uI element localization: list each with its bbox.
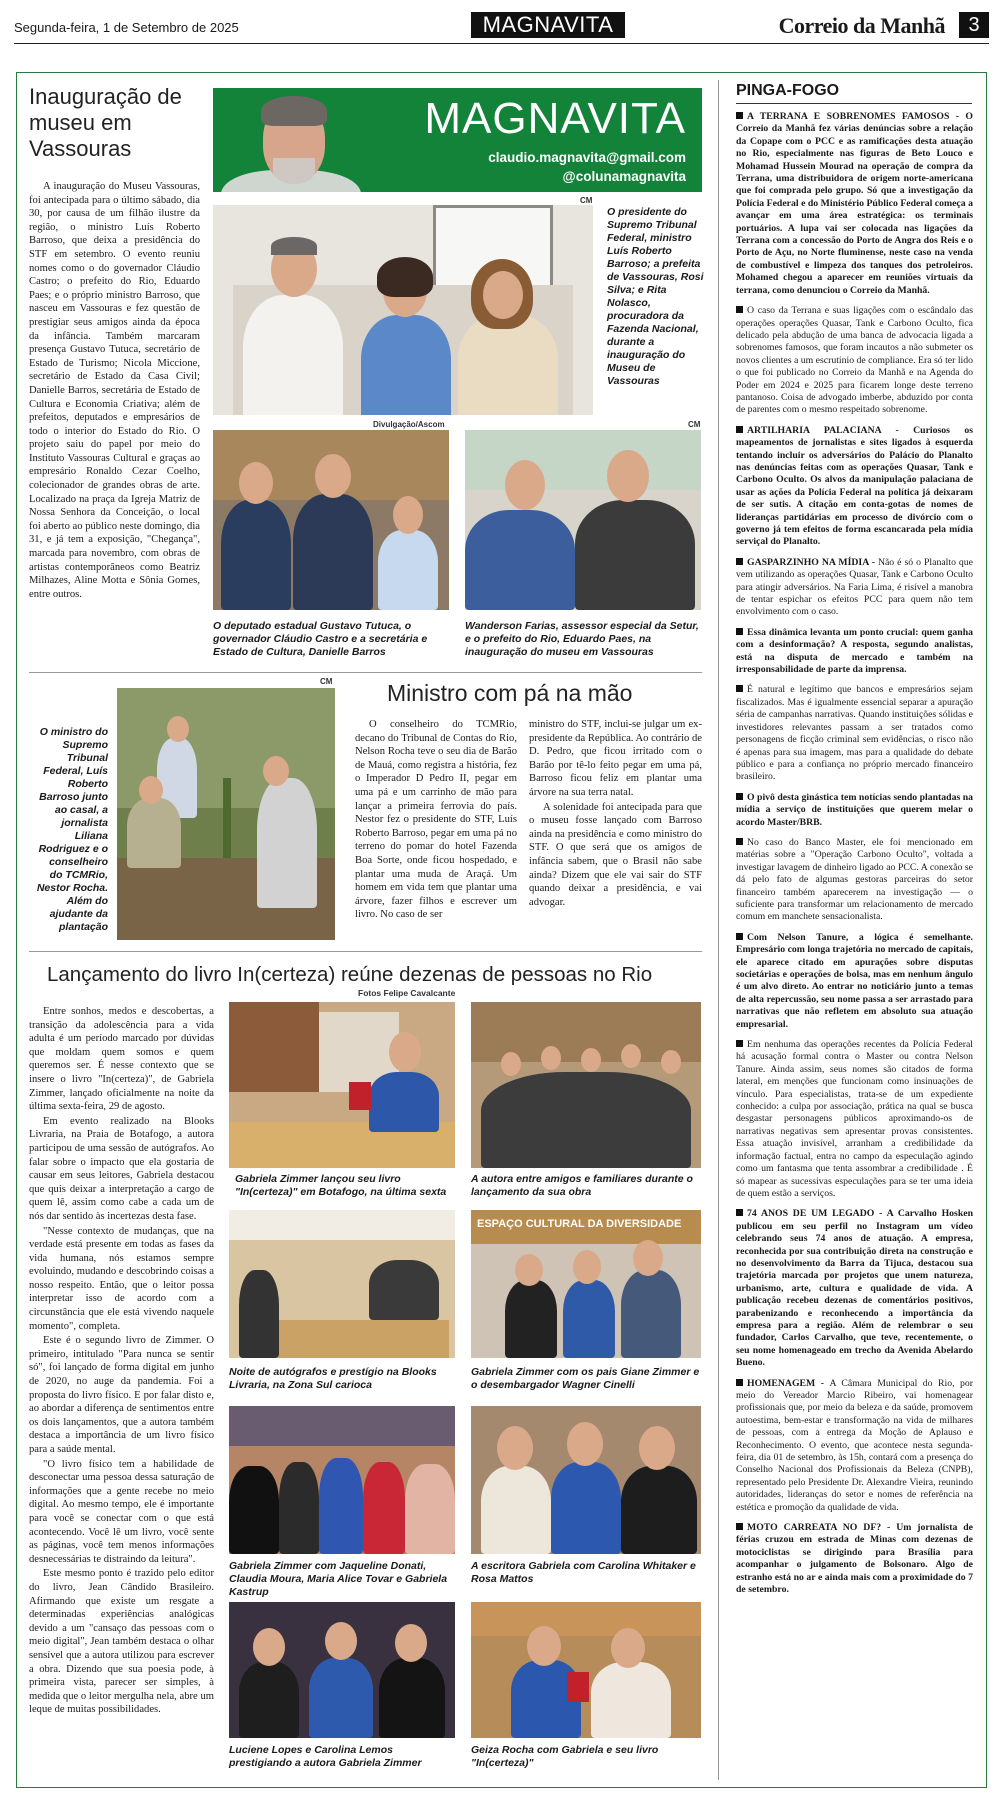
article1-title: Inauguração de museu em Vassouras <box>29 84 182 161</box>
photo-caption: Gabriela Zimmer com os pais Giane Zimmer e o desembargador Wagner Cinelli <box>471 1366 700 1391</box>
pingafogo-text: Com Nelson Tanure, a lógica é semelhante. Empresário com longa trajetória no mercado de capitais, ele aparece citado em apurações sobre disputas societárias e operações de bolsa, mas em nenhum ângulo é um alvo direto. Ao entrar no noticiário junto a temas de alta repercussão, seu nome passa a ser arrastado para narrativas que não refletem em absoluto sua atuação empresarial. <box>736 931 973 1030</box>
pingafogo-item <box>736 305 973 417</box>
pingafogo-text: No caso do Banco Master, ele foi mencionado em matérias sobre a "Operação Carbono Oculto", voltada a investigar lavagem de dinheiro ligado ao PCC. A conexão se dá pelo fato de algumas gestoras parceiras do setor financeiro também aparecerem na investigação — o suficiente para transformar um relacionamento de mercado comum em manchete sensacionalista. <box>736 836 973 923</box>
photo-caption: O ministro do Supremo Tribunal Federal, Luís Roberto Barroso junto ao casal, a jornalista Liliana Rodriguez e o conselheiro do TCMRio, Nestor Rocha. Além do ajudante da plantação <box>36 726 108 933</box>
page-number: 3 <box>959 12 989 38</box>
article2-paragraph: A solenidade foi antecipada para que o museu fosse lançado com Barroso ainda na presidência e como ministro do STF. O que será que os amigos de infância sabem, que o Brasil não sabe ainda? Dizem que ele vai sair do STF quando deixar a presidência, e vai advogar. <box>529 801 702 908</box>
photo-credit: CM <box>320 677 333 686</box>
article3-paragraph: Em evento realizado na Blooks Livraria, na Praia de Botafogo, a autora participou de uma sessão de autógrafos. Ao falar sobre o impacto que ela gostaria de causar em seus leitores, Gabriela destacou que quis deixar a interpretação a cargo de quem lê, assim como cabe a cada um de nós dar sentido às incertezas desta fase. <box>29 1115 214 1222</box>
photo-caption: Luciene Lopes e Carolina Lemos prestigiando a autora Gabriela Zimmer <box>229 1744 422 1769</box>
bullet-square-icon <box>736 306 743 313</box>
pingafogo-text: Em nenhuma das operações recentes da Polícia Federal há acusação formal contra o Master ou contra Nelson Tanure. Ainda assim, seus nomes são citados de forma lateral, em menções que funcionam como insinuações de vínculo. Para especialistas, trata-se de um expediente conhecido: a culpa por associação, prática na qual se busca desgastar personagens públicos aproximando-os de narrativas negativas sem apresentar provas consistentes. Essa atuação invisível, arranham a credibilidade da informação factual, entra no campo da especulação agindo como um fantasma que tenta assombrar a credibilidade . É só mapear as sucessivas especulações para se ter uma ideia de quem estão a serviços. <box>736 1039 973 1199</box>
photo-credit: CM <box>580 196 593 205</box>
running-header <box>14 10 989 44</box>
photo-museum-left <box>213 430 449 610</box>
photo-tree-planting <box>117 688 335 940</box>
article2-paragraph: O conselheiro do TCMRio, decano do Tribunal de Contas do Rio, Nelson Rocha teve o seu dia de Barão de Mauá, como registra a história, fez o Imperador D Pedro II, pegar em uma pá e um carrinho de mão para lançar a primeira ferrovia do país. Nestor fez o presidente do STF, Luís Roberto Barroso, pegar em uma pá no terreno do pomar do hotel Fazenda Boa Sorte, onde ficou hospedado, e plantar uma muda de Araçá. Um homem em vida tem que plantar uma árvore, fazer filhos e escrever um livro. No caso de ser <box>355 719 517 921</box>
pingafogo-item <box>736 1208 973 1369</box>
pingafogo-item <box>736 425 973 549</box>
bullet-square-icon <box>736 793 743 800</box>
pingafogo-text: A Câmara Municipal do Rio, por meio do Vereador Marcio Ribeiro, vai homenagear profissionais que, por meio da beleza e da saúde, promovem autoestima, bem-estar e transformação na vida de milhares de pessoas, com a entrega da Moção de Aplauso e Reconhecimento. O evento, que acontece nesta segunda-feira, dia 01 de setembro, às 15h, contará com a presença do Conselho Nacional dos Profissionais da Beleza (CNPB), representado pelo Presidente Dr. Alexandre Vieira, reunindo autoridades, lideranças do setor e nomes de referência na estética e promoção da qualidade de vida. <box>736 1377 973 1513</box>
photo-caption: Wanderson Farias, assessor especial da Setur, e o prefeito do Rio, Eduardo Paes, na inauguração do museu em Vassouras <box>465 620 699 658</box>
photo-caption: Gabriela Zimmer com Jaqueline Donati, Claudia Moura, Maria Alice Tovar e Gabriela Kastrup <box>229 1560 448 1598</box>
article1-body <box>29 180 200 602</box>
article3-title: Lançamento do livro In(certeza) reúne dezenas de pessoas no Rio <box>47 963 653 986</box>
pingafogo-item <box>736 932 973 1031</box>
section-label: MAGNAVITA <box>471 12 625 38</box>
pingafogo-lead: GASPARZINHO NA MÍDIA - <box>747 556 878 568</box>
photo-museum-main <box>213 205 593 415</box>
photo-book-4 <box>471 1210 701 1358</box>
photo-book-2 <box>471 1002 701 1168</box>
photo-credit: CM <box>688 420 701 429</box>
divider <box>29 672 702 673</box>
pingafogo-item <box>736 792 973 829</box>
bullet-square-icon <box>736 112 743 119</box>
pingafogo-item <box>736 1039 973 1200</box>
columnist-email[interactable]: claudio.magnavita@gmail.com <box>488 150 686 165</box>
issue-date: Segunda-feira, 1 de Setembro de 2025 <box>14 20 239 35</box>
article2-col1 <box>355 718 517 923</box>
pingafogo-item <box>736 111 973 297</box>
photo-book-6 <box>471 1406 701 1554</box>
bullet-square-icon <box>736 628 743 635</box>
bullet-square-icon <box>736 933 743 940</box>
divider <box>29 951 702 952</box>
pingafogo-lead: A TERRANA E SOBRENOMES FAMOSOS - <box>747 111 966 122</box>
bullet-square-icon <box>736 838 743 845</box>
columnist-handle[interactable]: @colunamagnavita <box>562 169 686 184</box>
article3-paragraph: Entre sonhos, medos e descobertas, a transição da adolescência para a vida adulta é um período marcado por dúvidas que moldam quem somos e quem queremos ser. É nesse contexto que se insere o livro "In(certeza)", de Gabriela Zimmer, lançado oficialmente na noite da última sexta-feira, 29 de agosto. <box>29 1006 214 1113</box>
photo-caption: Geiza Rocha com Gabriela e seu livro "In(certeza)" <box>471 1744 659 1769</box>
pingafogo-lead: ARTILHARIA PALACIANA - <box>747 424 914 436</box>
pingafogo-lead: MOTO CARREATA NO DF? - <box>747 1522 897 1534</box>
photo-credit: Fotos Felipe Cavalcante <box>358 988 456 998</box>
pingafogo-lead: 74 ANOS DE UM LEGADO - <box>747 1208 887 1220</box>
photo-caption: Noite de autógrafos e prestígio na Blooks Livraria, na Zona Sul carioca <box>229 1366 437 1391</box>
photo-book-7 <box>229 1602 455 1738</box>
bullet-square-icon <box>736 1523 743 1530</box>
article3-paragraph: "O livro físico tem a habilidade de desconectar uma pessoa dessa saturação de informações que a gente recebe no meio digital. Ao mesmo tempo, ele é importante para você se conectar com o que está acontecendo. Você lê um livro, você sente as páginas, você tem menos informações desnecessárias te distraindo da leitura". <box>29 1458 214 1565</box>
newspaper-name: Correio da Manhã <box>778 13 945 38</box>
pingafogo-text: Um jornalista de férias cruzou em estrada de Minas com dezenas de motociclistas se dirigindo para Brasília para acompanhar o julgamento de Bolsonaro. Algo de estranho está no ar e ainda mais com a proximidade do 7 de setembro. <box>736 1522 973 1596</box>
pingafogo-list <box>736 111 973 1605</box>
bullet-square-icon <box>736 1209 743 1216</box>
article2-title: Ministro com pá na mão <box>387 680 633 706</box>
bullet-square-icon <box>736 685 743 692</box>
photo-book-3 <box>229 1210 455 1358</box>
article3-paragraph: Este é o segundo livro de Zimmer. O primeiro, intitulado "Para nunca se sentir só", foi lançado de forma digital em junho de 2020, no auge da pandemia. Foi a proposta do livro físico. E por falar disto e, ao abordar a diferença de sentimentos entre os dois lançamentos, que a autora também destaca a importância de um livro físico para a saúde mental. <box>29 1335 214 1455</box>
bullet-square-icon <box>736 426 743 433</box>
pingafogo-item <box>736 627 973 677</box>
photo-book-1 <box>229 1002 455 1168</box>
photo-caption: O presidente do Supremo Tribunal Federal, ministro Luís Roberto Barroso; a prefeita de Vassouras, Rosi Silva; e Rita Nolasco, procuradora da Fazenda Nacional, durante a inauguração do Museu de Vassouras <box>607 206 704 387</box>
bullet-square-icon <box>736 1379 743 1386</box>
pingafogo-text: O pivô desta ginástica tem notícias sendo plantadas na mídia a serviço de instituições que querem melar o acordo Master/BRB. <box>736 791 973 828</box>
pingafogo-item <box>736 557 973 619</box>
article2-col2 <box>529 718 702 910</box>
bullet-square-icon <box>736 1040 743 1047</box>
photo-caption: A escritora Gabriela com Carolina Whitaker e Rosa Mattos <box>471 1560 696 1585</box>
article3-paragraph: "Nesse contexto de mudanças, que na verdade está presente em todas as fases da vida humana, nós estamos sempre evoluindo, mudando e descobrindo coisas a nosso respeito. Então, que o leitor possa interpretar isso de acordo com a circunstância que ele está vivendo naquele momento", completa. <box>29 1225 214 1332</box>
article3-paragraph: Este mesmo ponto é trazido pelo editor do livro, Jean Cândido Brasileiro. Afirmando que existe um resgate a determinadas experiências analógicas devido a um "cansaço das pessoas com o meio digital", Jean também destaca o olhar sensível que a autora utilizou para escrever a obra. Dizendo que sua poesia pode, à primeira vista, parecer ser simples, à medida que o leitor mergulha nela, abre um leque de muitas possibilidades. <box>29 1568 214 1716</box>
photo-book-8 <box>471 1602 701 1738</box>
photo-credit: Divulgação/Ascom <box>373 420 445 429</box>
sidebar-heading: PINGA-FOGO <box>736 82 972 104</box>
article1-paragraph: A inauguração do Museu Vassouras, foi antecipada para o último sábado, dia 30, por causa de um filhão ilustre da região, o ministro Luís Roberto Barroso, que deixa a presidência do STF em setembro. O evento reuniu nomes como o do governador Cláudio Castro; o prefeito do Rio, Eduardo Paes; e o próprio ministro Barroso, que nasceu em Vassouras e fez questão de prestigiar seus amigos ainda da época da infância. Também marcaram presença Gustavo Tutuca, secretário de Estado de Turismo; Nicola Miccione, secretário de Estado da Casa Civil; Danielle Barros, secretária de Estado de Cultura e Economia Criativa; além de prefeitos, deputados e empresários de todo o interior do Estado do Rio. O projeto saiu do papel por meio do Instituto Vassouras Cultural e graças ao empresário Ronaldo Cezar Coelho, colecionador de grandes obras de arte. Localizado na praça da Igreja Matriz de Nossa Senhora da Conceição, o local foi aberto ao público neste domingo, dia 31, e já tem a exposição, "Chegança", marcada para novembro, com obras de artistas contemporâneos como Beatriz Milhazes, Aline Motta e Sônia Gomes, entre outros. <box>29 181 200 600</box>
article3-body <box>29 1005 214 1718</box>
article2-paragraph: ministro do STF, inclui-se julgar um ex-presidente da República. Ao contrário de D. Pedro, que ficou irritado com o Barão por tê-lo feito pegar em uma pá, Barroso ficou feliz em plantar uma árvore na sua terra natal. <box>529 719 702 798</box>
pingafogo-text: Essa dinâmica levanta um ponto crucial: quem ganha com a desinformação? A resposta, segundo analistas, está na disputa de mercado e também na irresponsabilidade de parte da imprensa. <box>736 626 973 676</box>
pingafogo-text: O Correio da Manhã fez várias denúncias sobre a relação da Copape com o PCC e as ramificações desta atuação no Rio, especialmente nas figuras de Beto Louco e Mohamad Hussein Mourad na operação de compra da Terrana, uma distribuidora de origem norte-americana que foi comprada pelo grupo. Só que a investigação da Polícia Federal e do Ministério Público Federal começa a avançar em uma área estratégica: os terminais portuários. A lupa vai ser colocada nas ligações da Terrana com a concessão do Porto de Angra dos Reis e o Porto de Açu, no Norte fluminense, neste caso na venda de combustível e limpeza dos tanques dos petroleiros. Mohamed chegou a aparecer em reuniões virtuais da terrana, como denunciou o Correio da Manhã. <box>736 111 973 296</box>
pingafogo-item <box>736 837 973 924</box>
bullet-square-icon <box>736 558 743 565</box>
pingafogo-item <box>736 1378 973 1514</box>
pingafogo-text: A Carvalho Hosken publicou em seu perfil no Instagram um vídeo celebrando seus 74 anos de atuação. A empresa, reconhecida por sua contribuição direta na construção e no desenvolvimento da Barra da Tijuca, destacou sua trajetória marcada por projetos que unem natureza, urbanismo, arte, cultura e qualidade de vida. A publicação recebeu dezenas de comentários positivos, parabenizando e reconhecendo a importância da empresa para a região. Além de relembrar o seu fundador, Carlos Carvalho, que teve, recentemente, o seu nome homenageado em trecho da Avenida Abelardo Bueno. <box>736 1208 973 1369</box>
columnist-portrait <box>213 62 363 192</box>
pingafogo-text: O caso da Terrana e suas ligações com o escândalo das operações operações Quasar, Tank e Carbono Oculto, fica delicado pela abdução de uma banca de advocacia ligada a sobrenomes famosos, que foram incautos a não submeter os novos clientes a um escrutínio de compliance. Era só ter lido o que foi publicado no Correio da Manhã e na Agenda do Poder em 2024 e 2025 para ficarem longe deste terreno pantanoso. Coisa de advogado imberbe, abduzido por conta de parentes com o mesmo respeitado sobrenome. <box>736 305 973 416</box>
photo-caption: A autora entre amigos e familiares durante o lançamento da sua obra <box>471 1173 693 1198</box>
sign-text: ESPAÇO CULTURAL DA DIVERSIDADE <box>477 1218 682 1230</box>
column-banner <box>213 88 702 192</box>
photo-museum-right <box>465 430 701 610</box>
pingafogo-text: É natural e legítimo que bancos e empresários sejam fiscalizados. Mas é igualmente essencial separar a apuração séria de campanhas narrativas. Quando instituições sólidas e investidores relevantes passam a ser tratados como personagens de ficção criminal sem evidências, o risco não é apenas para sua imagem, mas para a qualidade do debate público e para a confiança no próprio mercado financeiro brasileiro. <box>736 684 973 783</box>
pingafogo-text: Curiosos os mapeamentos de jornalistas e sites ligados à esquerda tentando incluir os adversários do Palácio do Planalto nas denúncias feitas com as operações Quasar, Tank e Carbono Oculto. Os alvos da manipulação palaciana de usar as ações da Polícia Federal na política já deixaram de ser sutis. A citação em conta-gotas de nomes de lideranças partidárias em processo de divórcio com o governo já tem efeitos de forma escancarada pela mídia serviçal do Planalto. <box>736 424 973 548</box>
pingafogo-text: Não é só o Planalto que vem utilizando as operações Quasar, Tank e Carbono Oculto para atingir adversários. Na Faria Lima, é risível a manobra de tentar espichar os efeitos PCC para quem não tem envolvimento com o caso. <box>736 556 973 618</box>
pingafogo-item <box>736 684 973 783</box>
photo-caption: Gabriela Zimmer lançou seu livro "In(certeza)" em Botafogo, na última sexta <box>235 1173 447 1198</box>
column-divider <box>718 80 719 1780</box>
photo-caption: O deputado estadual Gustavo Tutuca, o governador Cláudio Castro e a secretária e Estado de Cultura, Danielle Barros <box>213 620 428 658</box>
column-name: MAGNAVITA <box>424 94 686 143</box>
photo-book-5 <box>229 1406 455 1554</box>
pingafogo-lead: HOMENAGEM - <box>747 1377 830 1389</box>
pingafogo-item <box>736 1522 973 1596</box>
